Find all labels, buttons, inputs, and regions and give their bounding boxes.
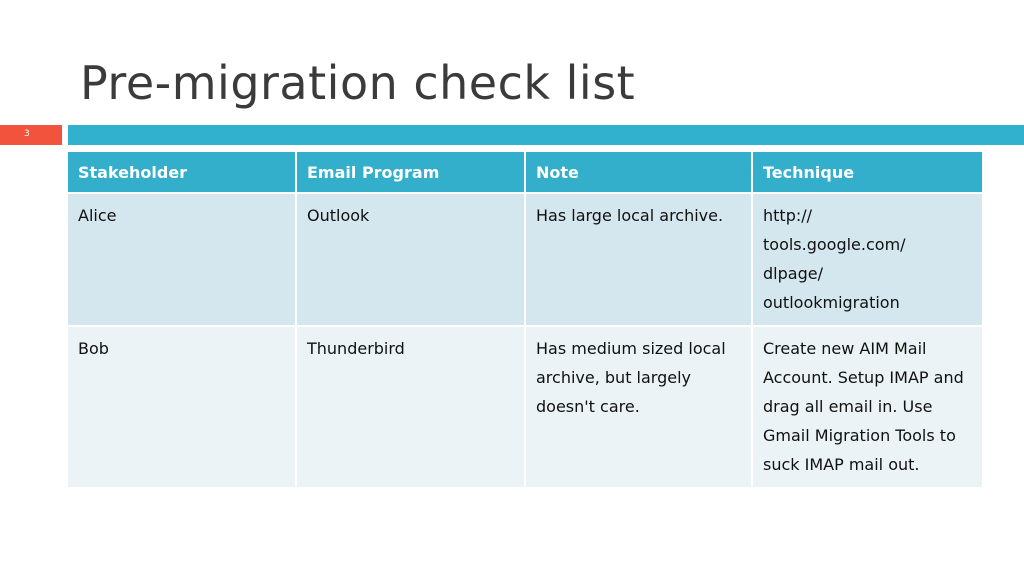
table-header-row (68, 152, 982, 193)
cell-note: Has large local archive. (525, 193, 752, 326)
header-stakeholder: Stakeholder (68, 152, 296, 193)
cell-technique: Create new AIM Mail Account. Setup IMAP and drag all email in. Use Gmail Migration Tools to suck IMAP mail out. (752, 326, 982, 488)
header-email-program: Email Program (296, 152, 525, 193)
slide-number-badge (0, 125, 62, 145)
slide-title: Pre-migration check list (80, 56, 636, 110)
header-technique: Technique (752, 152, 982, 193)
cell-technique: http:// tools.google.com/ dlpage/ outlookmigration (752, 193, 982, 326)
cell-email-program: Thunderbird (296, 326, 525, 488)
slide-number: 3 (24, 129, 30, 139)
cell-note: Has medium sized local archive, but largely doesn't care. (525, 326, 752, 488)
accent-bar (68, 125, 1024, 145)
table-row (68, 193, 982, 326)
cell-email-program: Outlook (296, 193, 525, 326)
header-note: Note (525, 152, 752, 193)
cell-stakeholder: Alice (68, 193, 296, 326)
table-row (68, 326, 982, 488)
checklist-table (68, 152, 982, 489)
cell-stakeholder: Bob (68, 326, 296, 488)
